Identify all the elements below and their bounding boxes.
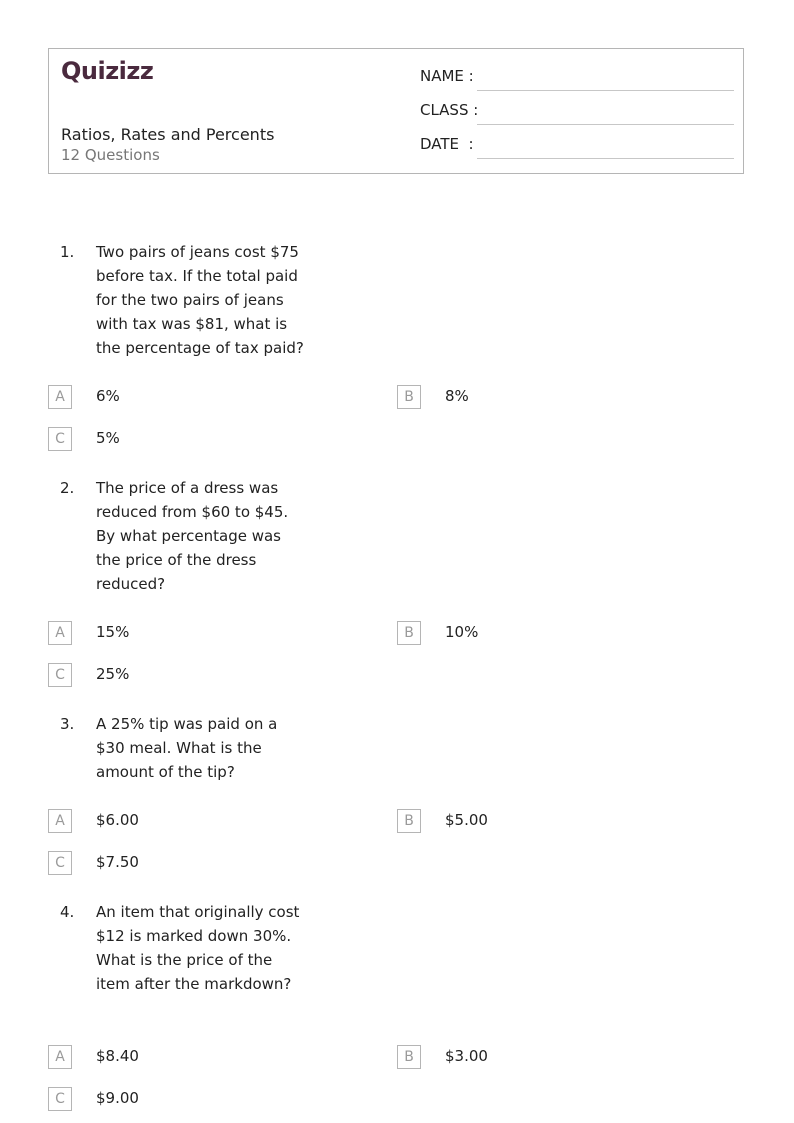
name-label: NAME : bbox=[420, 67, 474, 85]
worksheet-header bbox=[48, 48, 744, 174]
option-text: 6% bbox=[96, 387, 120, 405]
option-text: 8% bbox=[445, 387, 469, 405]
question-text: The price of a dress was reduced from $60 to $45. By what percentage was the price of the dress reduced? bbox=[96, 479, 289, 593]
question-count: 12 Questions bbox=[61, 146, 160, 164]
worksheet-title: Ratios, Rates and Percents bbox=[61, 125, 275, 144]
question-number: 4. bbox=[60, 903, 75, 921]
date-line[interactable] bbox=[477, 158, 734, 159]
option-text: $9.00 bbox=[96, 1089, 139, 1107]
date-field[interactable] bbox=[420, 135, 734, 159]
question-number: 2. bbox=[60, 479, 75, 497]
class-label: CLASS : bbox=[420, 101, 479, 119]
question-text: An item that originally cost $12 is marked down 30%. What is the price of the item after the markdown? bbox=[96, 903, 300, 993]
option-letter-box: C bbox=[48, 427, 72, 451]
option-letter-box: C bbox=[48, 851, 72, 875]
option-text: 5% bbox=[96, 429, 120, 447]
option-letter-box: C bbox=[48, 1087, 72, 1111]
question-number: 3. bbox=[60, 715, 75, 733]
date-label: DATE : bbox=[420, 135, 474, 153]
option-text: $5.00 bbox=[445, 811, 488, 829]
option-letter-box: A bbox=[48, 809, 72, 833]
option-text: 25% bbox=[96, 665, 130, 683]
class-field[interactable] bbox=[420, 101, 734, 125]
name-line[interactable] bbox=[477, 90, 734, 91]
option-letter-box: A bbox=[48, 1045, 72, 1069]
option-letter-box: B bbox=[397, 385, 421, 409]
option-letter-box: A bbox=[48, 621, 72, 645]
option-text: $7.50 bbox=[96, 853, 139, 871]
question-text: A 25% tip was paid on a $30 meal. What is the amount of the tip? bbox=[96, 715, 278, 781]
option-text: 15% bbox=[96, 623, 130, 641]
option-letter-box: B bbox=[397, 809, 421, 833]
option-text: $8.40 bbox=[96, 1047, 139, 1065]
option-letter-box: A bbox=[48, 385, 72, 409]
quizizz-logo: Quizizz bbox=[61, 57, 154, 85]
option-text: 10% bbox=[445, 623, 479, 641]
class-line[interactable] bbox=[477, 124, 734, 125]
option-text: $6.00 bbox=[96, 811, 139, 829]
question-number: 1. bbox=[60, 243, 75, 261]
option-text: $3.00 bbox=[445, 1047, 488, 1065]
question-text: Two pairs of jeans cost $75 before tax. If the total paid for the two pairs of jeans with tax was $81, what is the percentage of tax paid? bbox=[96, 243, 304, 357]
name-field[interactable] bbox=[420, 67, 734, 91]
option-letter-box: B bbox=[397, 1045, 421, 1069]
option-letter-box: B bbox=[397, 621, 421, 645]
option-letter-box: C bbox=[48, 663, 72, 687]
